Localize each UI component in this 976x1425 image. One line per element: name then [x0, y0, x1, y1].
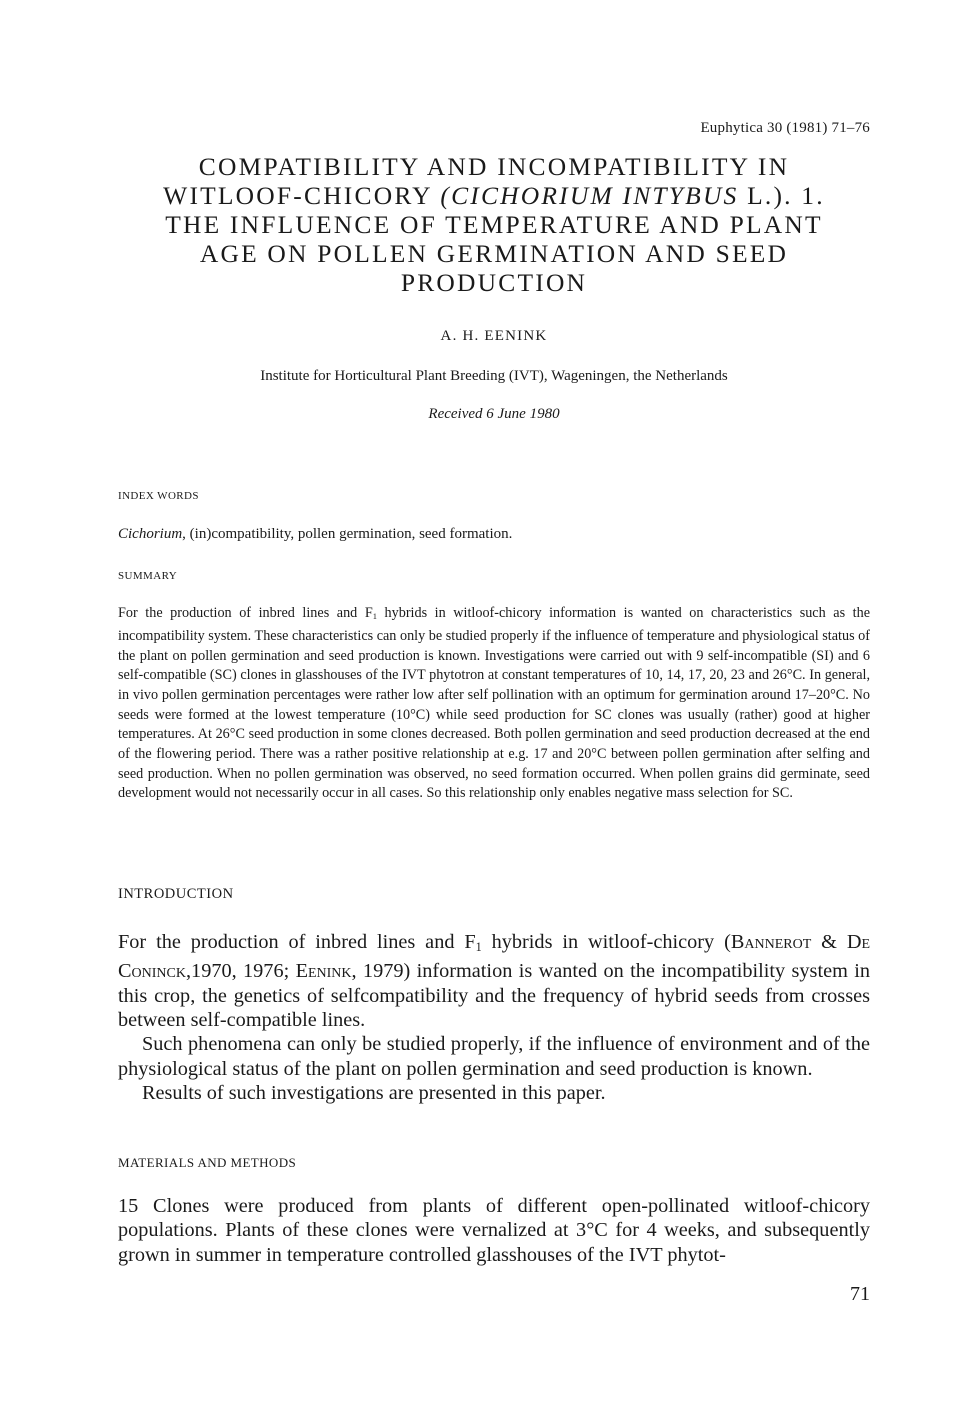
summary-text — [118, 604, 870, 804]
intro-p1-subscript: 1 — [475, 940, 482, 955]
summary-text-start: For the production of inbred lines and F — [118, 605, 373, 621]
introduction-paragraph-1 — [118, 930, 870, 1032]
index-words — [118, 526, 512, 543]
citation-eenink: Eenink — [295, 960, 352, 983]
paper-title — [118, 152, 870, 297]
introduction-heading: INTRODUCTION — [118, 886, 234, 902]
author-affiliation: Institute for Horticultural Plant Breeding (IVT), Wageningen, the Netherlands — [260, 368, 728, 384]
summary-heading: SUMMARY — [118, 570, 178, 582]
title-line-5: PRODUCTION — [400, 268, 588, 297]
materials-methods-body — [118, 1194, 870, 1267]
title-line-1: COMPATIBILITY AND INCOMPATIBILITY IN — [198, 152, 790, 181]
index-words-heading: INDEX WORDS — [118, 490, 199, 502]
journal-reference: Euphytica 30 (1981) 71–76 — [700, 120, 870, 136]
introduction-paragraph-2: Such phenomena can only be studied properly, if the influence of environment and of the physiological status of the plant on pollen germination and seed production is known. — [118, 1033, 870, 1080]
title-line-4: AGE ON POLLEN GERMINATION AND SEED — [199, 239, 789, 268]
summary-subscript: 1 — [372, 611, 377, 622]
intro-p1-text-b: hybrids in witloof-chicory ( — [481, 931, 731, 953]
introduction-body — [118, 930, 870, 1105]
title-line-2-start: WITLOOF-CHICORY — [163, 181, 441, 210]
materials-paragraph-1: 15 Clones were produced from plants of different open-pollinated witloof-chicory populations. Plants of these clones were vernalized at 3°C for 4 weeks, and subsequently grown in summer in temperature controlled glasshouses of the IVT phytot- — [118, 1195, 870, 1266]
received-date: Received 6 June 1980 — [428, 406, 560, 422]
intro-p1-text-a: For the production of inbred lines and F — [118, 931, 476, 953]
species-name: (CICHORIUM INTYBUS — [440, 181, 739, 210]
intro-p1-text-c: 1970, 1976; — [191, 960, 296, 983]
keyword-genus: Cichorium — [118, 526, 183, 542]
page-number: 71 — [850, 1283, 870, 1305]
paper-page — [118, 0, 870, 1425]
title-line-3: THE INFLUENCE OF TEMPERATURE AND PLANT — [165, 210, 823, 239]
introduction-paragraph-3: Results of such investigations are presented in this paper. — [142, 1081, 606, 1104]
keyword-list: , (in)compatibility, pollen germination, seed formation. — [182, 526, 513, 542]
materials-methods-heading: MATERIALS AND METHODS — [118, 1155, 297, 1170]
citation-bannerot: Bannerot & De Coninck, — [118, 931, 871, 983]
intro-p1-text-d: , 1979) information is wanted on the incompatibility system in this crop, the genetics of selfcompatibility and the frequency of hybrid seeds from crosses between self-compatible lines. — [118, 960, 870, 1031]
title-line-2 — [118, 181, 870, 210]
author-name: A. H. EENINK — [440, 328, 548, 344]
title-line-2-end: L.). 1. — [738, 181, 825, 210]
summary-text-rest: hybrids in witloof-chicory information is wanted on characteristics such as the incompatibility system. These characteristics can only be studied properly if the influence of temperature and physiological status of the plant on pollen germination and seed production is known. Investigations were carried out with 9 self-incompatible (SI) and 6 self-compatible (SC) clones in glasshouses of the IVT phytotron at constant temperatures of 10, 14, 17, 20, 23 and 26°C. In general, in vivo pollen germination percentages were rather low after self pollination with an optimum for germination around 17–20°C. No seeds were formed at the lowest temperature (10°C) while seed production for SC clones was usually (rather) good at higher temperatures. At 26°C seed production in some clones decreased. Both pollen germination and seed production decreased at the end of the flowering period. There was a rather positive relationship at e.g. 17 and 20°C between pollen germination after selfing and seed production. When no pollen germination was observed, no seed formation occurred. When pollen grains did germinate, seed development would not necessarily occur in all cases. So this relationship only enables negative mass selection for SC. — [118, 605, 870, 802]
